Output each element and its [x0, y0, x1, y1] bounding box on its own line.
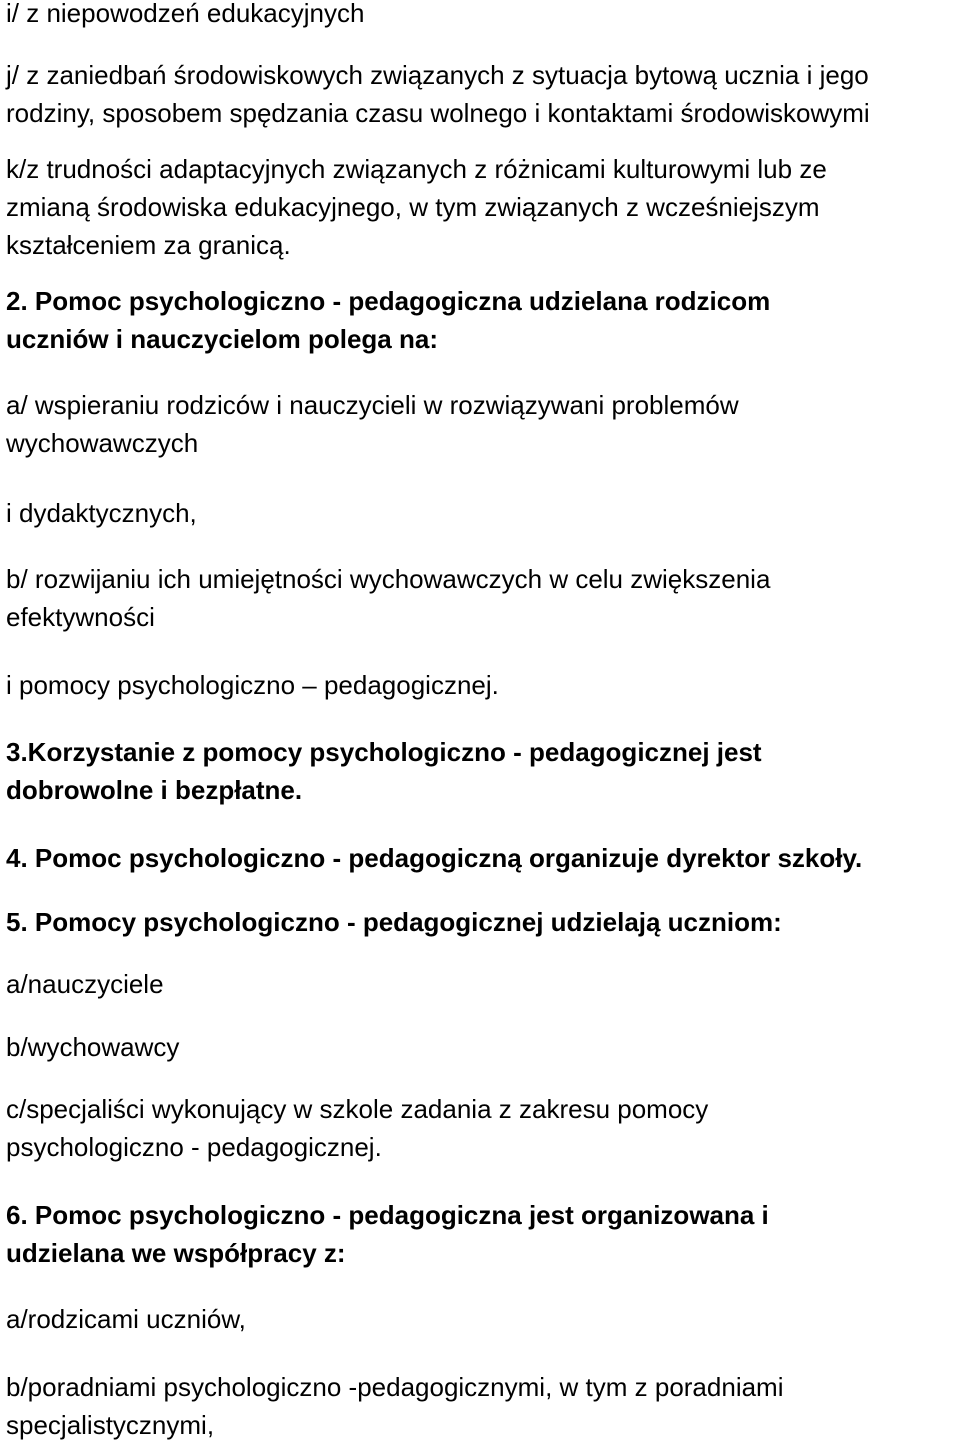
text-line: b/wychowawcy [6, 1032, 180, 1062]
text-line: psychologiczno - pedagogicznej. [6, 1132, 382, 1162]
section-2-heading [6, 282, 770, 358]
section-6-heading [6, 1196, 769, 1272]
section-5-heading [6, 903, 782, 941]
text-line: 6. Pomoc psychologiczno - pedagogiczna jest organizowana i [6, 1200, 769, 1230]
text-line: k/z trudności adaptacyjnych związanych z różnicami kulturowymi lub ze [6, 154, 827, 184]
item-j [6, 56, 870, 132]
item-2b-continued [6, 666, 499, 704]
text-line: a/nauczyciele [6, 969, 164, 999]
text-line: dobrowolne i bezpłatne. [6, 775, 303, 805]
text-line: udzielana we współpracy z: [6, 1238, 346, 1268]
text-line: 3.Korzystanie z pomocy psychologiczno - pedagogicznej jest [6, 737, 762, 767]
text-line: b/poradniami psychologiczno -pedagogicznymi, w tym z poradniami [6, 1372, 784, 1402]
section-3-heading [6, 733, 762, 809]
text-line: j/ z zaniedbań środowiskowych związanych z sytuacja bytową ucznia i jego [6, 60, 869, 90]
item-2a-continued [6, 494, 197, 532]
text-line: i pomocy psychologiczno – pedagogicznej. [6, 670, 499, 700]
text-line: c/specjaliści wykonujący w szkole zadania z zakresu pomocy [6, 1094, 709, 1124]
item-6a [6, 1300, 246, 1338]
text-line: i/ z niepowodzeń edukacyjnych [6, 0, 365, 28]
text-line: a/ wspieraniu rodziców i nauczycieli w rozwiązywani problemów [6, 390, 739, 420]
text-line: specjalistycznymi, [6, 1410, 215, 1440]
text-line: wychowawczych [6, 428, 199, 458]
text-line: uczniów i nauczycielom polega na: [6, 324, 438, 354]
text-line: rodziny, sposobem spędzania czasu wolnego i kontaktami środowiskowymi [6, 98, 870, 128]
text-line: zmianą środowiska edukacyjnego, w tym związanych z wcześniejszym [6, 192, 820, 222]
text-line: 4. Pomoc psychologiczno - pedagogiczną organizuje dyrektor szkoły. [6, 843, 863, 873]
text-line: 2. Pomoc psychologiczno - pedagogiczna udzielana rodzicom [6, 286, 771, 316]
item-6b [6, 1368, 784, 1444]
item-i [6, 0, 364, 32]
text-line: efektywności [6, 602, 155, 632]
item-5a [6, 965, 164, 1003]
item-5c [6, 1090, 708, 1166]
item-5b [6, 1028, 179, 1066]
text-line: kształceniem za granicą. [6, 230, 291, 260]
section-4-heading [6, 839, 862, 877]
item-2b [6, 560, 770, 636]
item-2a [6, 386, 739, 462]
text-line: b/ rozwijaniu ich umiejętności wychowawczych w celu zwiększenia [6, 564, 771, 594]
text-line: 5. Pomocy psychologiczno - pedagogicznej udzielają uczniom: [6, 907, 782, 937]
text-line: a/rodzicami uczniów, [6, 1304, 246, 1334]
text-line: i dydaktycznych, [6, 498, 197, 528]
item-k [6, 150, 827, 264]
